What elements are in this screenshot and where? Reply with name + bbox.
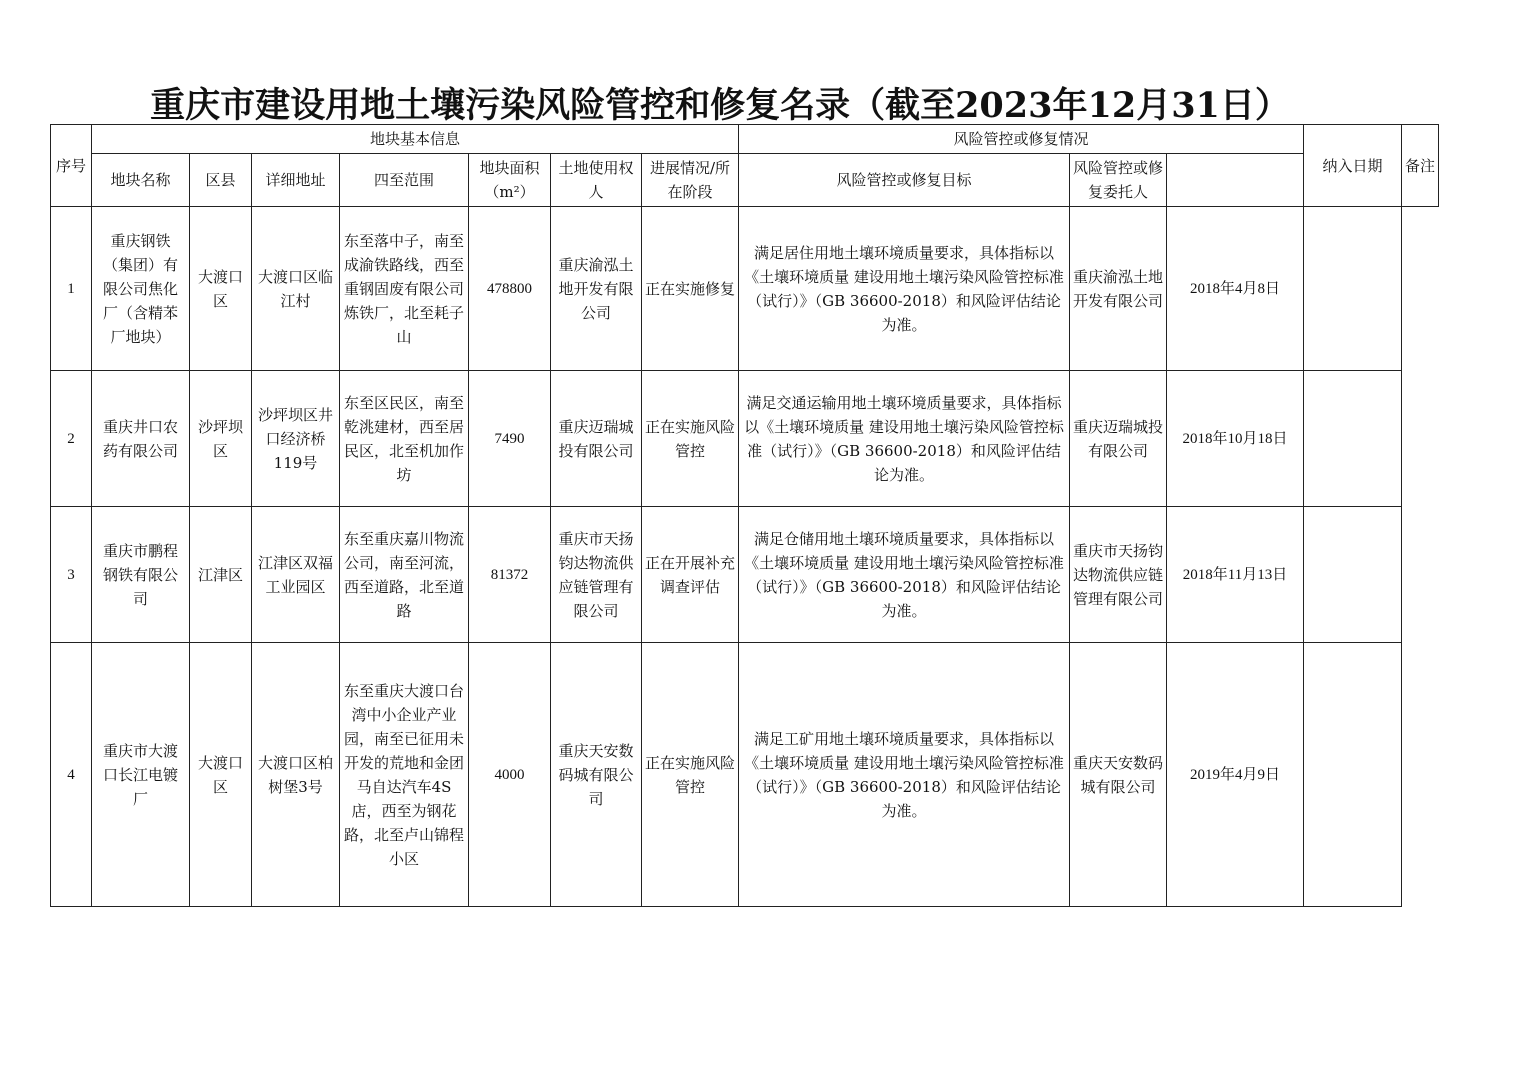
- cell-district: 沙坪坝区: [190, 371, 252, 507]
- cell-district: 江津区: [190, 507, 252, 643]
- cell-district: 大渡口区: [190, 207, 252, 371]
- cell-area: 81372: [469, 507, 551, 643]
- cell-date: 2018年10月18日: [1167, 371, 1304, 507]
- table-row: [51, 507, 1439, 643]
- cell-client: 重庆迈瑞城投有限公司: [1070, 371, 1167, 507]
- cell-date: 2019年4月9日: [1167, 643, 1304, 907]
- page-title: 重庆市建设用地土壤污染风险管控和修复名录（截至2023年12月31日）: [150, 85, 1290, 126]
- cell-date: 2018年4月8日: [1167, 207, 1304, 371]
- header-area: 地块面积（m²）: [469, 154, 551, 207]
- cell-target: 满足工矿用地土壤环境质量要求，具体指标以《土壤环境质量 建设用地土壤污染风险管控标准（试行）》（GB 36600-2018）和风险评估结论为准。: [739, 643, 1070, 907]
- header-name: 地块名称: [92, 154, 190, 207]
- cell-target: 满足仓储用地土壤环境质量要求，具体指标以《土壤环境质量 建设用地土壤污染风险管控标准（试行）》（GB 36600-2018）和风险评估结论为准。: [739, 507, 1070, 643]
- cell-address: 大渡口区柏树堡3号: [252, 643, 340, 907]
- header-basic-info: 地块基本信息: [92, 125, 739, 154]
- cell-progress: 正在实施风险管控: [642, 643, 739, 907]
- cell-name: 重庆市鹏程钢铁有限公司: [92, 507, 190, 643]
- cell-progress: 正在开展补充调查评估: [642, 507, 739, 643]
- table-row: [51, 207, 1439, 371]
- cell-name: 重庆市大渡口长江电镀厂: [92, 643, 190, 907]
- cell-client: 重庆渝泓土地开发有限公司: [1070, 207, 1167, 371]
- cell-progress: 正在实施修复: [642, 207, 739, 371]
- cell-client: 重庆市天扬钧达物流供应链管理有限公司: [1070, 507, 1167, 643]
- header-progress: 进展情况/所在阶段: [642, 154, 739, 207]
- table-row: [51, 371, 1439, 507]
- cell-district: 大渡口区: [190, 643, 252, 907]
- header-note: 备注: [1402, 125, 1439, 207]
- cell-boundary: 东至重庆大渡口台湾中小企业产业园，南至已征用未开发的荒地和金团马自达汽车4S店，西至为钢花路，北至卢山锦程小区: [340, 643, 469, 907]
- table-row: [51, 643, 1439, 907]
- cell-name: 重庆钢铁（集团）有限公司焦化厂（含精苯厂地块）: [92, 207, 190, 371]
- cell-address: 江津区双福工业园区: [252, 507, 340, 643]
- header-owner: 土地使用权人: [551, 154, 642, 207]
- cell-target: 满足居住用地土壤环境质量要求，具体指标以《土壤环境质量 建设用地土壤污染风险管控标准（试行）》（GB 36600-2018）和风险评估结论为准。: [739, 207, 1070, 371]
- cell-progress: 正在实施风险管控: [642, 371, 739, 507]
- header-address: 详细地址: [252, 154, 340, 207]
- cell-target: 满足交通运输用地土壤环境质量要求，具体指标以《土壤环境质量 建设用地土壤污染风险管控标准（试行）》（GB 36600-2018）和风险评估结论为准。: [739, 371, 1070, 507]
- header-risk-info: 风险管控或修复情况: [739, 125, 1304, 154]
- cell-area: 4000: [469, 643, 551, 907]
- cell-owner: 重庆渝泓土地开发有限公司: [551, 207, 642, 371]
- cell-boundary: 东至区民区，南至乾洮建材，西至居民区，北至机加作坊: [340, 371, 469, 507]
- cell-boundary: 东至落中子，南至成渝铁路线，西至重钢固废有限公司炼铁厂，北至耗子山: [340, 207, 469, 371]
- header-index: 序号: [51, 125, 92, 207]
- cell-address: 大渡口区临江村: [252, 207, 340, 371]
- cell-index: 4: [51, 643, 92, 907]
- cell-client: 重庆天安数码城有限公司: [1070, 643, 1167, 907]
- cell-index: 2: [51, 371, 92, 507]
- cell-area: 7490: [469, 371, 551, 507]
- cell-note: [1304, 507, 1402, 643]
- header-client: 风险管控或修复委托人: [1070, 154, 1167, 207]
- cell-owner: 重庆天安数码城有限公司: [551, 643, 642, 907]
- cell-note: [1304, 371, 1402, 507]
- cell-owner: 重庆市天扬钧达物流供应链管理有限公司: [551, 507, 642, 643]
- header-date: 纳入日期: [1304, 125, 1402, 207]
- cell-note: [1304, 207, 1402, 371]
- cell-boundary: 东至重庆嘉川物流公司，南至河流，西至道路，北至道路: [340, 507, 469, 643]
- header-target: 风险管控或修复目标: [739, 154, 1070, 207]
- header-district: 区县: [190, 154, 252, 207]
- cell-address: 沙坪坝区井口经济桥119号: [252, 371, 340, 507]
- header-boundary: 四至范围: [340, 154, 469, 207]
- registry-table: [50, 124, 1439, 907]
- cell-area: 478800: [469, 207, 551, 371]
- cell-owner: 重庆迈瑞城投有限公司: [551, 371, 642, 507]
- cell-name: 重庆井口农药有限公司: [92, 371, 190, 507]
- cell-index: 3: [51, 507, 92, 643]
- cell-index: 1: [51, 207, 92, 371]
- cell-note: [1304, 643, 1402, 907]
- cell-date: 2018年11月13日: [1167, 507, 1304, 643]
